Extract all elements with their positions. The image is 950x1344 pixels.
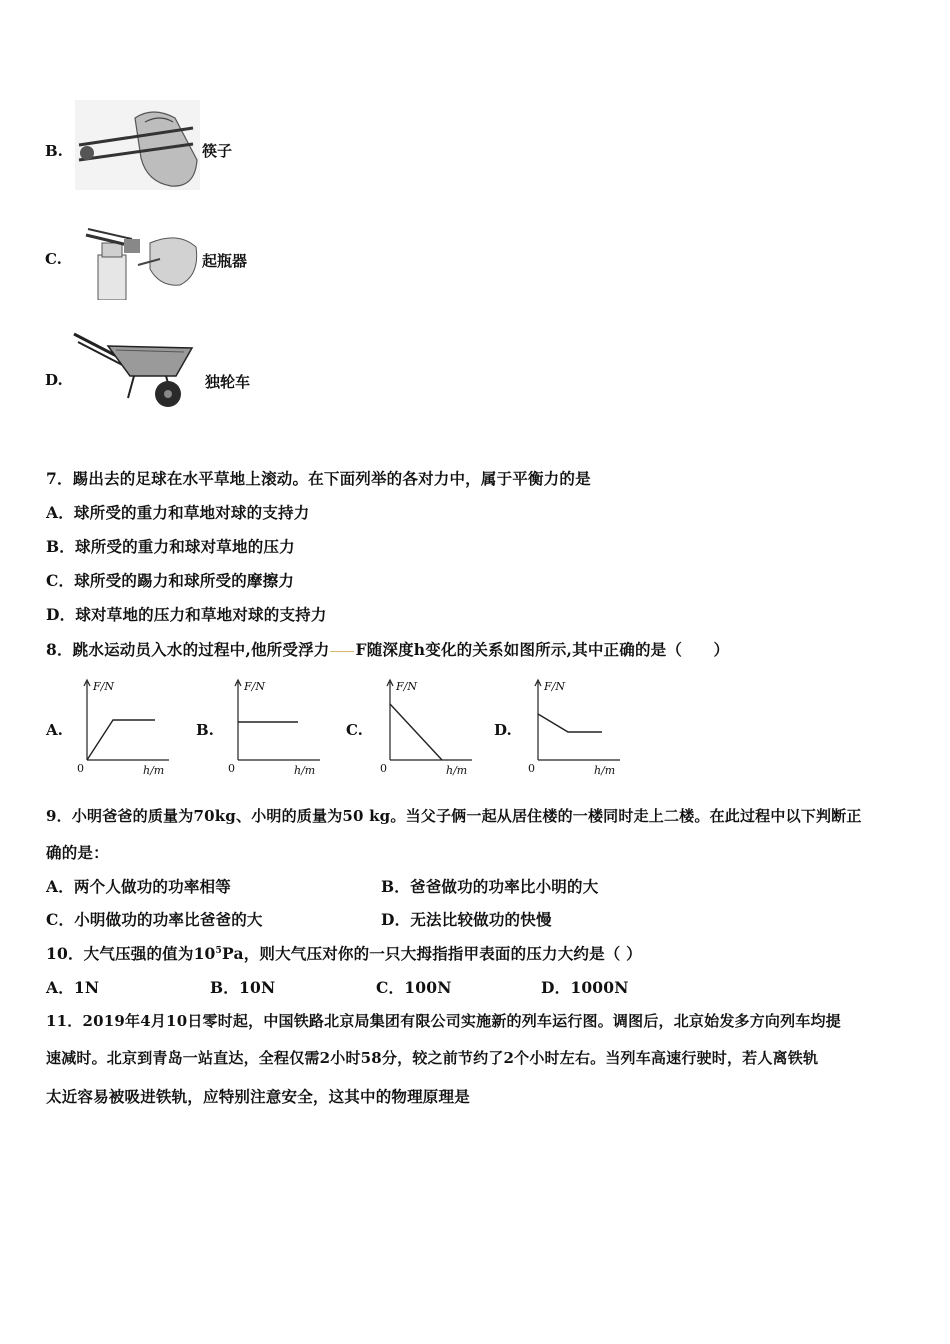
q11-line2: 速减时。北京到青岛一站直达，全程仅需2小时58分，较之前节约了2个小时左右。当列车高速行驶时，若人离铁轨 [46, 1049, 819, 1067]
q6-option-b-letter: B. [45, 142, 63, 160]
q8-graph-c-letter: C. [346, 721, 363, 739]
q8-graph-c-origin: 0 [380, 762, 387, 775]
q8-stem-part2: F随深度h变化的关系如图所示,其中正确的是（ ） [355, 640, 730, 659]
q7-option-c: C．球所受的踢力和球所受的摩擦力 [46, 571, 295, 590]
q9-option-d: D．无法比较做功的快慢 [381, 910, 552, 929]
q8-graph-b-ylabel: F/N [244, 680, 265, 693]
q8-graph-b-origin: 0 [228, 762, 235, 775]
q7-option-d: D．球对草地的压力和草地对球的支持力 [46, 605, 327, 624]
q6-option-c-caption: 起瓶器 [202, 252, 248, 270]
q8-graph-d-letter: D. [494, 721, 512, 739]
chopsticks-icon [75, 100, 200, 190]
q8-graph-c-curve [390, 704, 442, 760]
q7-option-b: B．球所受的重力和球对草地的压力 [46, 537, 295, 556]
q8-graph-a-ylabel: F/N [93, 680, 114, 693]
q6-option-b-caption: 筷子 [202, 142, 233, 160]
q9-option-b: B．爸爸做功的功率比小明的大 [381, 877, 599, 896]
q9-stem-line1: 9．小明爸爸的质量为70kg、小明的质量为50 kg。当父子俩一起从居住楼的一楼同时走上二楼。在此过程中以下判断正 [46, 807, 862, 825]
blank-underline [330, 651, 354, 652]
q8-graph-c-ylabel: F/N [396, 680, 417, 693]
q8-graph-b [226, 678, 326, 778]
q8-graph-d-xlabel: h/m [594, 764, 616, 777]
q10-stem-pre: 10．大气压强的值为10 [46, 944, 216, 963]
q8-graph-c-xlabel: h/m [446, 764, 468, 777]
q8-graph-a-xlabel: h/m [143, 764, 165, 777]
q9-option-c: C．小明做功的功率比爸爸的大 [46, 910, 263, 929]
q8-graph-a [75, 678, 175, 778]
q10-option-c: C．100N [376, 978, 452, 997]
bottle-opener-icon [80, 225, 200, 300]
q8-graph-b-xlabel: h/m [294, 764, 316, 777]
q10-stem-post: Pa，则大气压对你的一只大拇指指甲表面的压力大约是（ ） [222, 944, 642, 963]
q8-graph-d [526, 678, 626, 778]
q8-graph-c [378, 678, 478, 778]
q10-option-a: A．1N [46, 978, 100, 997]
q8-graph-d-ylabel: F/N [544, 680, 565, 693]
q10-stem [46, 942, 642, 964]
q6-option-d-caption: 独轮车 [205, 373, 251, 391]
q8-graph-a-origin: 0 [77, 762, 84, 775]
q8-graph-a-curve [87, 720, 155, 760]
q8-stem [46, 638, 729, 660]
q8-graph-a-letter: A. [46, 721, 63, 739]
wheelbarrow-icon [72, 328, 197, 410]
q10-option-d: D．1000N [541, 978, 629, 997]
q10-option-b: B．10N [210, 978, 276, 997]
q8-graph-d-curve [538, 714, 602, 732]
q7-option-a: A．球所受的重力和草地对球的支持力 [46, 503, 310, 522]
q8-graph-d-origin: 0 [528, 762, 535, 775]
q11-line3: 太近容易被吸进铁轨，应特别注意安全，这其中的物理原理是 [46, 1087, 470, 1106]
q8-graph-b-letter: B. [196, 721, 214, 739]
q7-stem: 7．踢出去的足球在水平草地上滚动。在下面列举的各对力中，属于平衡力的是 [46, 469, 591, 488]
q8-stem-part1: 8．跳水运动员入水的过程中,他所受浮力 [46, 640, 330, 659]
q6-option-d-letter: D. [45, 371, 63, 389]
q6-option-c-letter: C. [45, 250, 62, 268]
q11-line1: 11．2019年4月10日零时起，中国铁路北京局集团有限公司实施新的列车运行图。调图后，北京始发多方向列车均提 [46, 1012, 841, 1030]
q10-stem-exponent: 5 [215, 945, 223, 956]
q9-option-a: A．两个人做功的功率相等 [46, 877, 231, 896]
q9-stem-line2: 确的是： [46, 843, 109, 862]
